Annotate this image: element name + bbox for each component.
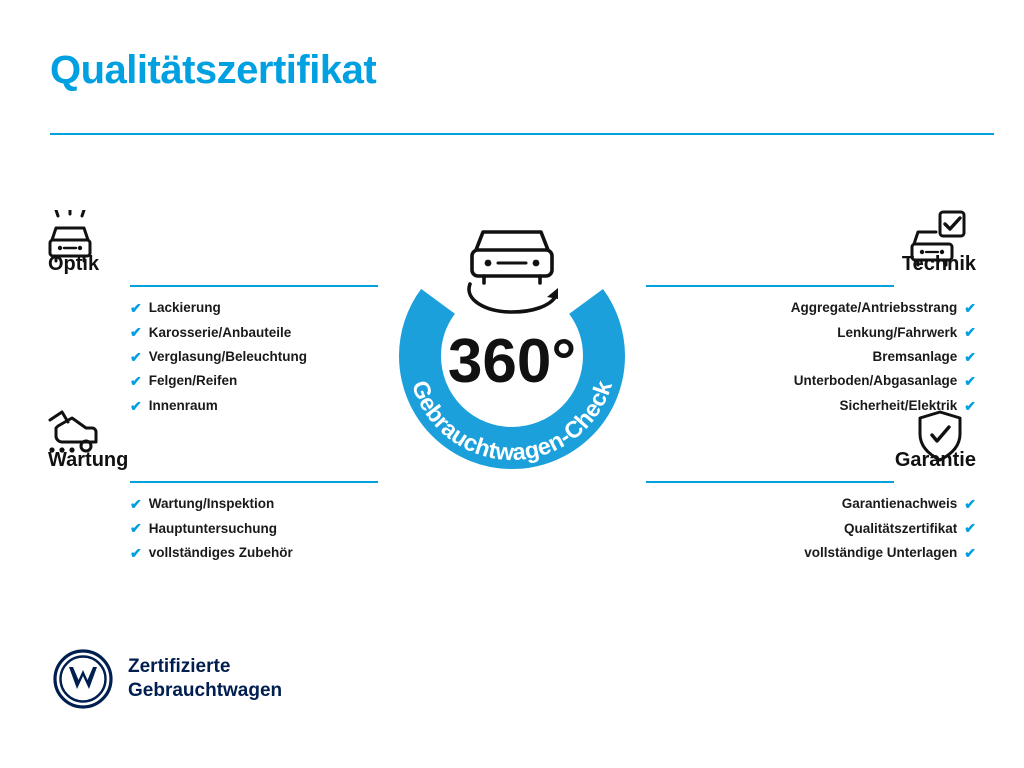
section-wartung-list: [48, 497, 378, 561]
check-icon: ✔: [130, 373, 142, 390]
section-garantie-divider: [646, 481, 894, 483]
list-item: [130, 350, 378, 365]
list-item: [130, 374, 378, 389]
list-item: [130, 325, 378, 340]
check-icon: ✔: [964, 544, 976, 561]
check-icon: ✔: [964, 348, 976, 365]
list-item: [646, 325, 976, 340]
section-technik-list: [646, 301, 976, 414]
list-item: [646, 399, 976, 414]
list-item: [130, 521, 378, 536]
list-item-label: Garantienachweis: [841, 496, 958, 512]
check-icon: ✔: [130, 324, 142, 341]
badge-360-gebrauchtwagen-check: [368, 196, 656, 484]
check-icon: ✔: [130, 496, 142, 512]
check-icon: ✔: [964, 520, 976, 537]
list-item: [646, 350, 976, 365]
check-icon: ✔: [964, 496, 976, 512]
list-item-label: Karosserie/Anbauteile: [148, 324, 292, 340]
list-item-label: Wartung/Inspektion: [148, 496, 275, 512]
list-item: [130, 497, 378, 512]
section-technik-header: [646, 228, 976, 276]
section-optik-header: [48, 228, 378, 276]
volkswagen-logo: [52, 648, 114, 710]
list-item-label: Lenkung/Fahrwerk: [837, 324, 958, 340]
section-garantie-title: Garantie: [894, 449, 976, 471]
section-wartung-header: [48, 424, 378, 472]
section-garantie: [646, 424, 976, 570]
list-item: [646, 521, 976, 536]
list-item-label: Bremsanlage: [872, 349, 958, 365]
page-title: Qualitätszertifikat: [50, 48, 377, 92]
footer-line-1: Zertifizierte: [128, 656, 231, 678]
check-icon: ✔: [130, 520, 142, 537]
list-item: [646, 301, 976, 316]
list-item-label: Innenraum: [148, 397, 218, 413]
section-optik-divider: [130, 285, 378, 287]
section-optik-title: Optik: [48, 253, 100, 275]
check-icon: ✔: [964, 373, 976, 390]
list-item-label: vollständige Unterlagen: [804, 545, 958, 561]
list-item-label: vollständiges Zubehör: [148, 545, 293, 561]
section-garantie-header: [646, 424, 976, 472]
section-technik: [646, 228, 976, 423]
list-item-label: Lackierung: [148, 300, 221, 316]
car-rotation-icon: [469, 232, 558, 312]
check-icon: ✔: [130, 397, 142, 414]
check-icon: ✔: [130, 300, 142, 316]
list-item: [130, 546, 378, 561]
list-item-label: Sicherheit/Elektrik: [839, 397, 958, 413]
list-item: [130, 301, 378, 316]
section-technik-divider: [646, 285, 894, 287]
section-wartung-divider: [130, 481, 378, 483]
badge-arc-text: Gebrauchtwagen-Check: [406, 376, 617, 466]
badge-degrees: 360°: [447, 327, 577, 396]
title-divider: [50, 133, 994, 135]
section-optik-list: [48, 301, 378, 414]
list-item-label: Qualitätszertifikat: [843, 520, 958, 536]
list-item-label: Aggregate/Antriebsstrang: [790, 300, 958, 316]
section-technik-title: Technik: [901, 253, 976, 275]
list-item-label: Unterboden/Abgasanlage: [793, 373, 958, 389]
list-item-label: Hauptuntersuchung: [148, 520, 277, 536]
footer: [52, 648, 282, 710]
section-garantie-list: [646, 497, 976, 561]
list-item-label: Felgen/Reifen: [148, 373, 238, 389]
list-item: [646, 497, 976, 512]
list-item: [130, 399, 378, 414]
check-icon: ✔: [964, 300, 976, 316]
list-item-label: Verglasung/Beleuchtung: [148, 349, 308, 365]
footer-line-2: Gebrauchtwagen: [128, 680, 283, 701]
check-icon: ✔: [130, 544, 142, 561]
section-optik: [48, 228, 378, 423]
section-wartung-title: Wartung: [48, 449, 129, 471]
section-wartung: [48, 424, 378, 570]
list-item: [646, 546, 976, 561]
list-item: [646, 374, 976, 389]
check-icon: ✔: [964, 397, 976, 414]
check-icon: ✔: [130, 348, 142, 365]
check-icon: ✔: [964, 324, 976, 341]
